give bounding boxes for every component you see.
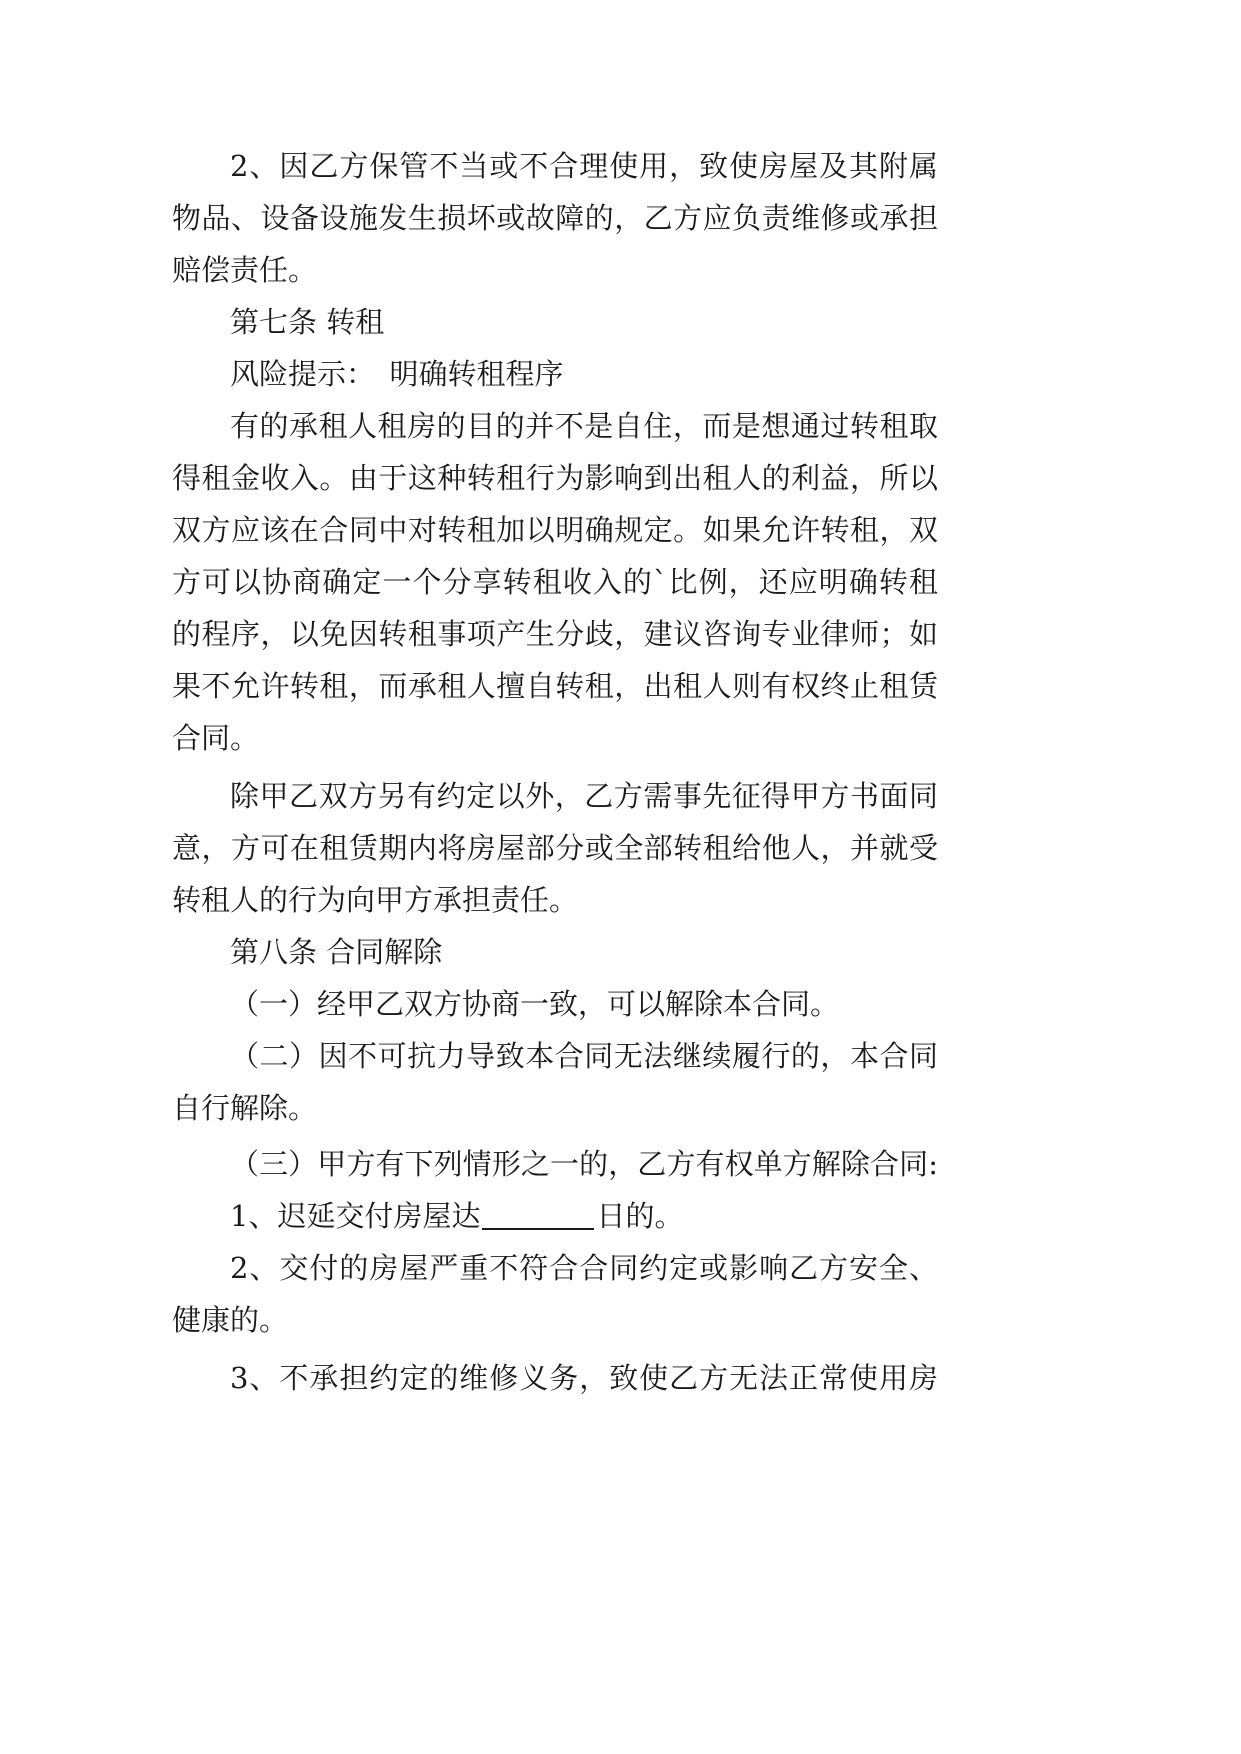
risk-tip-heading: 风险提示： 明确转租程序 bbox=[230, 357, 564, 391]
paragraph-line: 有的承租人租房的目的并不是自住，而是想通过转租取 bbox=[230, 409, 938, 443]
paragraph-line: 自行解除。 bbox=[172, 1091, 318, 1125]
paragraph-line: 意，方可在租赁期内将房屋部分或全部转租给他人，并就受 bbox=[172, 831, 938, 865]
paragraph-line: 2、因乙方保管不当或不合理使用，致使房屋及其附属 bbox=[230, 149, 938, 183]
paragraph-line: 双方应该在合同中对转租加以明确规定。如果允许转租，双 bbox=[172, 513, 938, 547]
paragraph-line: 方可以协商确定一个分享转租收入的`比例，还应明确转租 bbox=[172, 565, 938, 599]
section-heading: 第八条 合同解除 bbox=[230, 935, 443, 969]
list-item bbox=[230, 1186, 683, 1246]
section-heading: 第七条 转租 bbox=[230, 305, 385, 339]
list-item: （三）甲方有下列情形之一的，乙方有权单方解除合同: bbox=[230, 1147, 938, 1181]
list-item: 3、不承担约定的维修义务，致使乙方无法正常使用房 bbox=[230, 1361, 938, 1395]
paragraph-line: 除甲乙双方另有约定以外，乙方需事先征得甲方书面同 bbox=[230, 779, 938, 813]
list-item-text: 1、迟延交付房屋达 bbox=[230, 1199, 481, 1233]
blank-underline bbox=[482, 1228, 594, 1230]
paragraph-line: 的程序，以免因转租事项产生分歧，建议咨询专业律师；如 bbox=[172, 617, 938, 651]
paragraph-line: 合同。 bbox=[172, 721, 260, 755]
paragraph-line: 转租人的行为向甲方承担责任。 bbox=[172, 883, 579, 917]
paragraph-line: 健康的。 bbox=[172, 1303, 289, 1337]
paragraph-line: 物品、设备设施发生损坏或故障的，乙方应负责维修或承担 bbox=[172, 201, 938, 235]
paragraph-line: 得租金收入。由于这种转租行为影响到出租人的利益，所以 bbox=[172, 461, 938, 495]
paragraph-line: 果不允许转租，而承租人擅自转租，出租人则有权终止租赁 bbox=[172, 669, 938, 703]
list-item-text-end: 日的。 bbox=[596, 1199, 684, 1233]
list-item: 2、交付的房屋严重不符合合同约定或影响乙方安全、 bbox=[230, 1251, 938, 1285]
paragraph-line: 赔偿责任。 bbox=[172, 253, 318, 287]
list-item: （二）因不可抗力导致本合同无法继续履行的，本合同 bbox=[230, 1039, 938, 1073]
list-item: （一）经甲乙双方协商一致，可以解除本合同。 bbox=[230, 987, 840, 1021]
